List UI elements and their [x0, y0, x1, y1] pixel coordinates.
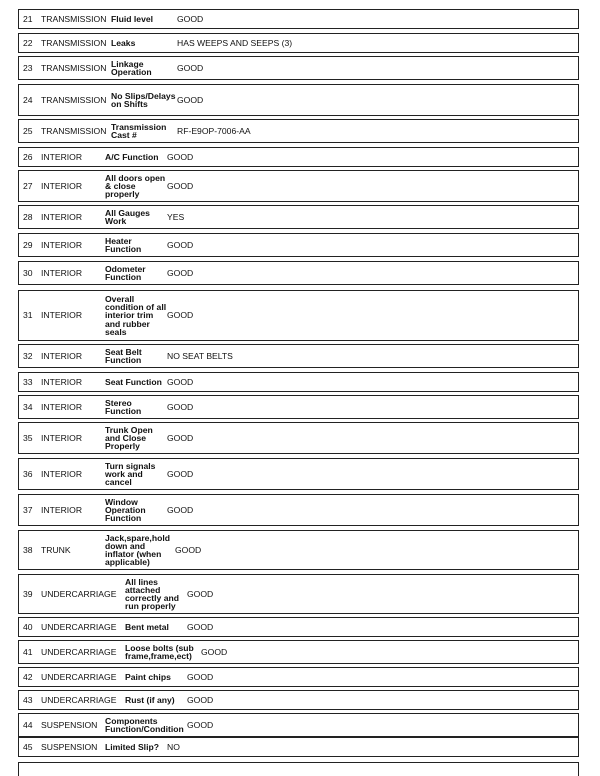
- row-value: GOOD: [177, 62, 204, 73]
- row-item: Jack,spare,hold down and inflator (when applicable): [105, 532, 170, 568]
- row-number: 44: [23, 719, 33, 730]
- row-category: INTERIOR: [41, 151, 83, 162]
- row-value: GOOD: [167, 151, 194, 162]
- row-item: No Slips/Delays on Shifts: [111, 90, 176, 109]
- row-number: 36: [23, 468, 33, 479]
- row-value: GOOD: [167, 504, 194, 515]
- row-number: 35: [23, 432, 33, 443]
- checklist-row: [18, 458, 579, 490]
- row-number: 24: [23, 94, 33, 105]
- row-number: 22: [23, 37, 33, 48]
- row-number: 40: [23, 621, 33, 632]
- row-category: SUSPENSION: [41, 719, 98, 730]
- checklist-row: [18, 690, 579, 710]
- checklist-row: [18, 737, 579, 757]
- row-item: Loose bolts (sub frame,frame,ect): [125, 642, 194, 661]
- row-category: TRANSMISSION: [41, 62, 107, 73]
- next-row-edge: [18, 762, 579, 776]
- checklist-row: [18, 84, 579, 116]
- row-item: All doors open & close properly: [105, 172, 166, 200]
- checklist-row: [18, 233, 579, 257]
- row-value: GOOD: [167, 239, 194, 250]
- checklist-row: [18, 530, 579, 570]
- checklist-row: [18, 205, 579, 229]
- row-number: 21: [23, 13, 33, 24]
- row-number: 45: [23, 741, 33, 752]
- row-value: GOOD: [167, 267, 194, 278]
- row-item: Linkage Operation: [111, 58, 152, 77]
- checklist-row: [18, 713, 579, 737]
- row-number: 37: [23, 504, 33, 515]
- row-value: GOOD: [187, 621, 214, 632]
- row-value: HAS WEEPS AND SEEPS (3): [177, 37, 293, 48]
- row-number: 26: [23, 151, 33, 162]
- row-number: 41: [23, 646, 33, 657]
- row-category: UNDERCARRIAGE: [41, 621, 117, 632]
- checklist-row: [18, 290, 579, 341]
- row-number: 27: [23, 180, 33, 191]
- checklist-row: [18, 9, 579, 29]
- row-item: Fluid level: [111, 13, 154, 24]
- row-item: Seat Function: [105, 376, 162, 387]
- row-value: GOOD: [167, 180, 194, 191]
- row-value: GOOD: [187, 588, 214, 599]
- row-category: INTERIOR: [41, 239, 83, 250]
- row-category: INTERIOR: [41, 468, 83, 479]
- row-value: GOOD: [167, 376, 194, 387]
- checklist-row: [18, 372, 579, 392]
- checklist-row: [18, 119, 579, 143]
- row-number: 34: [23, 401, 33, 412]
- row-item: All Gauges Work: [105, 207, 150, 226]
- checklist-row: [18, 56, 579, 80]
- checklist-row: [18, 261, 579, 285]
- row-value: GOOD: [201, 646, 228, 657]
- checklist-row: [18, 617, 579, 637]
- row-value: GOOD: [177, 13, 204, 24]
- row-number: 23: [23, 62, 33, 73]
- checklist-row: [18, 640, 579, 664]
- row-value: NO SEAT BELTS: [167, 350, 233, 361]
- checklist-row: [18, 344, 579, 368]
- row-category: INTERIOR: [41, 504, 83, 515]
- row-item: Turn signals work and cancel: [105, 460, 156, 488]
- row-category: INTERIOR: [41, 267, 83, 278]
- row-category: UNDERCARRIAGE: [41, 588, 117, 599]
- row-item: Paint chips: [125, 671, 171, 682]
- row-value: GOOD: [187, 719, 214, 730]
- row-item: Heater Function: [105, 235, 142, 254]
- row-item: All lines attached correctly and run properly: [125, 576, 179, 612]
- row-item: Odometer Function: [105, 263, 146, 282]
- row-category: INTERIOR: [41, 350, 83, 361]
- row-item: Leaks: [111, 37, 136, 48]
- checklist-row: [18, 170, 579, 202]
- row-value: GOOD: [177, 94, 204, 105]
- row-number: 39: [23, 588, 33, 599]
- row-item: Seat Belt Function: [105, 346, 142, 365]
- row-category: UNDERCARRIAGE: [41, 646, 117, 657]
- row-number: 25: [23, 125, 33, 136]
- row-item: Stereo Function: [105, 397, 142, 416]
- row-number: 43: [23, 694, 33, 705]
- row-value: GOOD: [167, 432, 194, 443]
- row-item: Limited Slip?: [105, 741, 159, 752]
- row-number: 32: [23, 350, 33, 361]
- row-item: Trunk Open and Close Properly: [105, 424, 153, 452]
- row-item: Window Operation Function: [105, 496, 146, 524]
- checklist-row: [18, 494, 579, 526]
- row-value: GOOD: [187, 671, 214, 682]
- row-category: TRANSMISSION: [41, 125, 107, 136]
- checklist-row: [18, 667, 579, 687]
- row-item: Transmission Cast #: [111, 121, 167, 140]
- row-category: INTERIOR: [41, 310, 83, 321]
- row-category: TRANSMISSION: [41, 37, 107, 48]
- checklist-row: [18, 422, 579, 454]
- row-value: GOOD: [167, 401, 194, 412]
- row-value: NO: [167, 741, 180, 752]
- row-category: UNDERCARRIAGE: [41, 671, 117, 682]
- row-category: INTERIOR: [41, 376, 83, 387]
- row-category: SUSPENSION: [41, 741, 98, 752]
- checklist-row: [18, 574, 579, 614]
- row-item: Components Function/Condition: [105, 715, 184, 734]
- row-number: 30: [23, 267, 33, 278]
- row-item: Bent metal: [125, 621, 169, 632]
- row-category: TRANSMISSION: [41, 13, 107, 24]
- row-number: 33: [23, 376, 33, 387]
- row-item: Overall condition of all interior trim and rubber seals: [105, 294, 167, 337]
- row-number: 29: [23, 239, 33, 250]
- row-category: TRUNK: [41, 544, 71, 555]
- row-number: 28: [23, 211, 33, 222]
- row-value: GOOD: [167, 468, 194, 479]
- row-item: Rust (if any): [125, 694, 175, 705]
- row-category: INTERIOR: [41, 432, 83, 443]
- checklist-row: [18, 33, 579, 53]
- row-category: TRANSMISSION: [41, 94, 107, 105]
- row-number: 31: [23, 310, 33, 321]
- row-number: 38: [23, 544, 33, 555]
- row-value: YES: [167, 211, 185, 222]
- row-item: A/C Function: [105, 151, 159, 162]
- row-value: GOOD: [167, 310, 194, 321]
- row-category: INTERIOR: [41, 180, 83, 191]
- row-category: INTERIOR: [41, 401, 83, 412]
- row-value: GOOD: [187, 694, 214, 705]
- checklist-row: [18, 395, 579, 419]
- row-category: INTERIOR: [41, 211, 83, 222]
- row-value: GOOD: [175, 544, 202, 555]
- row-number: 42: [23, 671, 33, 682]
- row-category: UNDERCARRIAGE: [41, 694, 117, 705]
- checklist-row: [18, 147, 579, 167]
- row-value: RF-E9OP-7006-AA: [177, 125, 251, 136]
